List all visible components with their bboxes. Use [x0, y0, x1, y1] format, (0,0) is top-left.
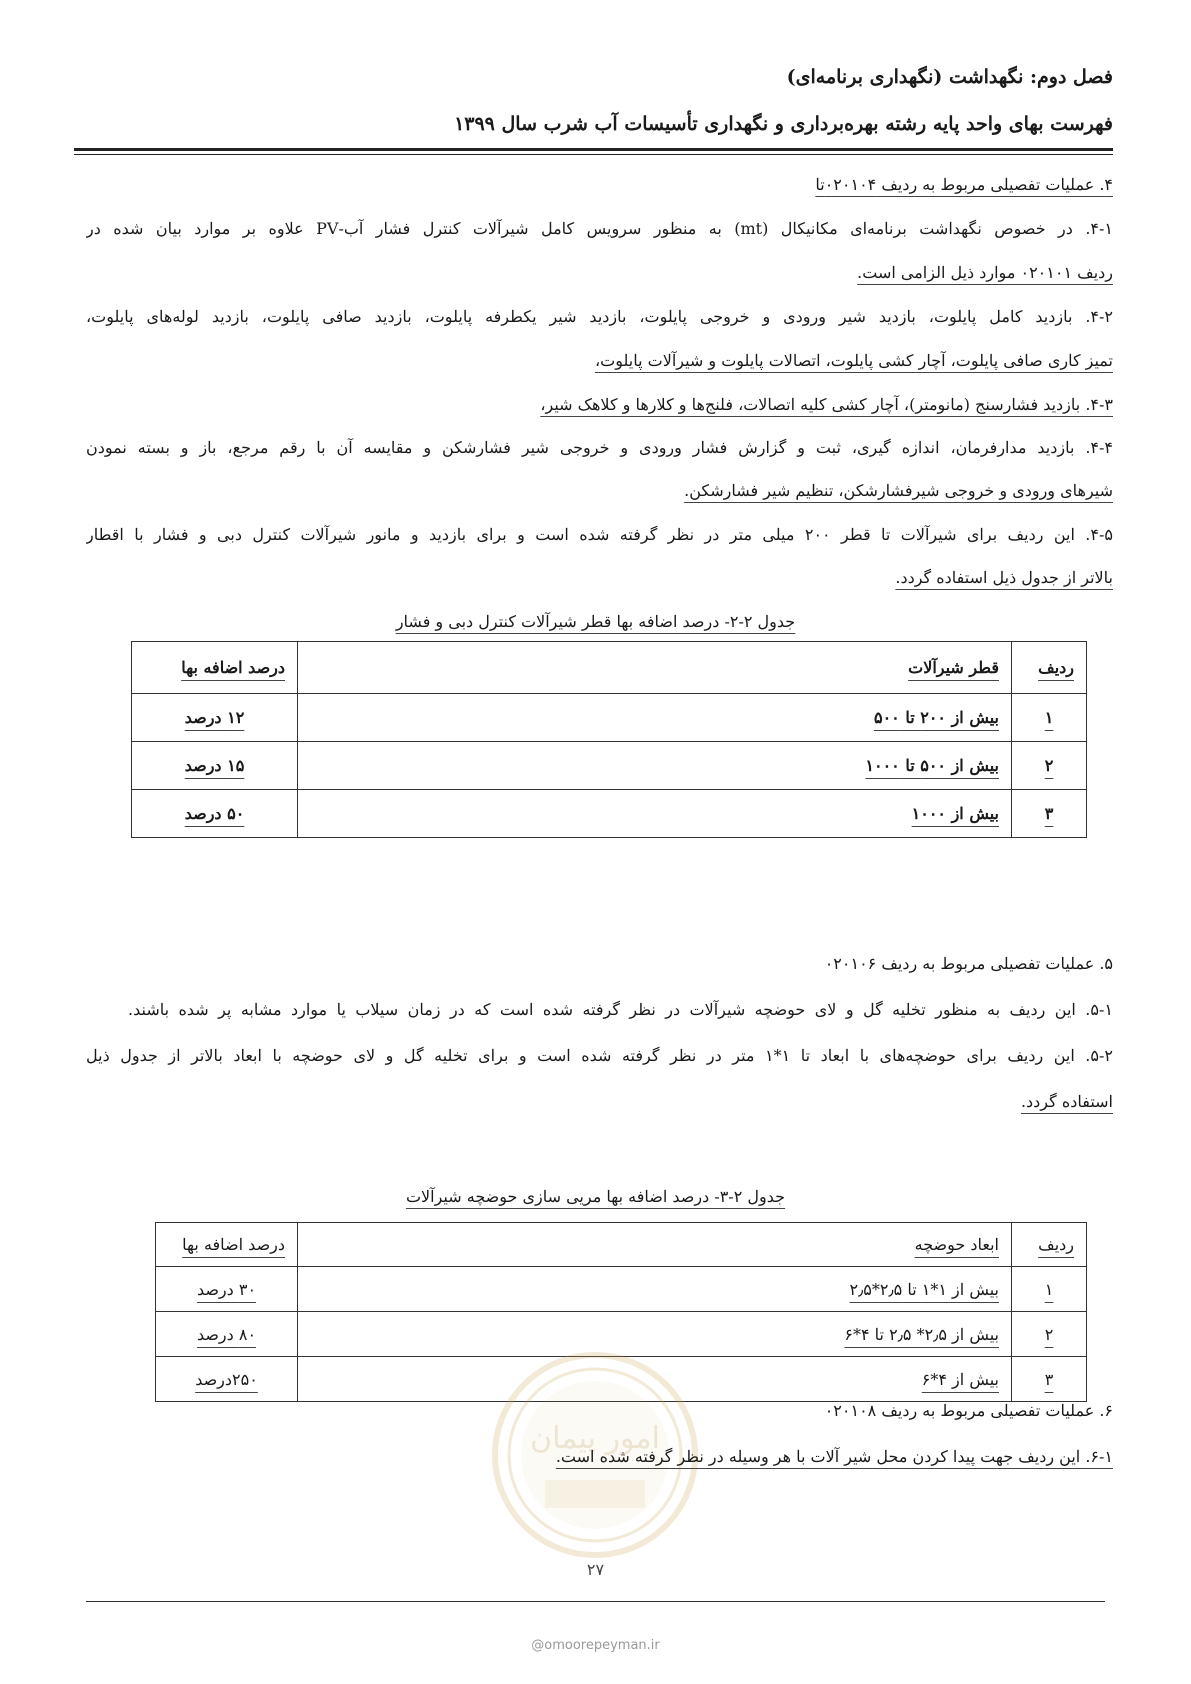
seal-emblem — [545, 1480, 645, 1508]
section4-p5-line1: ۴-۵. این ردیف برای شیرآلات تا قطر ۲۰۰ میلی متر در نظر گرفته شده است و برای بازدید و مانور شیرآلات کنترل دبی و فشار با اقطار — [86, 525, 1113, 544]
section5-heading: ۵. عملیات تفصیلی مربوط به ردیف ۰۲۰۱۰۶ — [824, 954, 1113, 973]
table1-header-percent-text: درصد اضافه بها — [181, 658, 285, 677]
section4-heading: ۴. عملیات تفصیلی مربوط به ردیف ۰۲۰۱۰۴تا — [815, 175, 1113, 194]
footer-rule — [86, 1601, 1105, 1602]
table1-header-row — [132, 642, 1087, 694]
table1-caption — [0, 612, 1191, 631]
table1-cell-percent — [132, 742, 298, 790]
table2-cell-percent — [156, 1357, 298, 1402]
table1-cell-percent — [132, 790, 298, 838]
table1-cell-diameter — [298, 790, 1012, 838]
table2-cell-percent-text: ۲۵۰درصد — [195, 1369, 258, 1389]
header-rule-thick — [74, 148, 1113, 151]
table2-header-row — [156, 1223, 1087, 1267]
website-watermark: @omoorepeyman.ir — [531, 1638, 660, 1653]
section5-p2-line2: استفاده گردد. — [1020, 1092, 1113, 1111]
section4-p2-line2: تمیز کاری صافی پایلوت، آچار کشی پایلوت، اتصالات پایلوت و شیرآلات پایلوت، — [594, 351, 1113, 370]
table2-header-dimensions-text: ابعاد حوضچه — [914, 1235, 999, 1254]
table-row — [132, 742, 1087, 790]
table1-cell-row-no-text: ۳ — [1044, 804, 1054, 823]
table2-caption-text: جدول ۲-۳- درصد اضافه بها مریی سازی حوضچه شیرآلات — [405, 1187, 786, 1206]
table1-cell-row-no — [1012, 742, 1087, 790]
table2-cell-row-no — [1012, 1312, 1087, 1357]
section4-p4-line1: ۴-۴. بازدید مدارفرمان، اندازه گیری، ثبت و گزارش فشار ورودی و خروجی شیر فشارشکن و مقایسه آن با رقم مرجع، باز و بسته نمودن — [86, 438, 1113, 457]
header-rule-thin — [74, 154, 1113, 155]
table1-cell-diameter — [298, 694, 1012, 742]
table2-cell-percent-text: ۸۰ درصد — [196, 1324, 257, 1344]
table2-cell-dimensions — [298, 1267, 1012, 1312]
table2-cell-dimensions-text: بیش از ۲٫۵* ۲٫۵ تا ۴*۶ — [844, 1324, 999, 1344]
table2-header-row-no — [1012, 1223, 1087, 1267]
section4-p1-line2: ردیف ۰۲۰۱۰۱ موارد ذیل الزامی است. — [857, 263, 1113, 282]
table-row — [156, 1267, 1087, 1312]
table2-cell-row-no — [1012, 1357, 1087, 1402]
table1-header-percent — [132, 642, 298, 694]
table-row — [132, 790, 1087, 838]
table1-cell-diameter — [298, 742, 1012, 790]
table1-cell-row-no-text: ۲ — [1044, 756, 1054, 775]
section5-p1: ۵-۱. این ردیف به منظور تخلیه گل و لای حوضچه شیرآلات در نظر گرفته شده است که در زمان سیلاب یا موارد مشابه پر شده باشند. — [128, 1000, 1113, 1019]
table1-cell-diameter-text: بیش از ۲۰۰ تا ۵۰۰ — [873, 708, 999, 727]
table1-cell-row-no — [1012, 790, 1087, 838]
table1-cell-percent-text: ۵۰ درصد — [184, 804, 245, 823]
table1-cell-row-no-text: ۱ — [1044, 708, 1054, 727]
table1-cell-diameter-text: بیش از ۱۰۰۰ — [911, 804, 999, 823]
table1-header-row-no — [1012, 642, 1087, 694]
table1-cell-percent — [132, 694, 298, 742]
table-row — [132, 694, 1087, 742]
table1-header-row-no-text: ردیف — [1038, 658, 1074, 677]
table2-cell-percent-text: ۳۰ درصد — [196, 1279, 257, 1299]
page-number: ۲۷ — [586, 1560, 605, 1579]
section4-p3: ۴-۳. بازدید فشارسنج (مانومتر)، آچار کشی کلیه اتصالات، فلنج‌ها و کلارها و کلاهک شیر، — [540, 395, 1113, 414]
table2-caption — [0, 1187, 1191, 1206]
document-title: فهرست بهای واحد پایه رشته بهره‌برداری و نگهداری تأسیسات آب شرب سال ۱۳۹۹ — [454, 113, 1113, 135]
table1-cell-percent-text: ۱۲ درصد — [184, 708, 245, 727]
table1 — [131, 641, 1087, 838]
section4-p5-line2: بالاتر از جدول ذیل استفاده گردد. — [895, 568, 1113, 587]
section5-p2-line1: ۵-۲. این ردیف برای حوضچه‌های با ابعاد تا ۱*۱ متر در نظر گرفته شده است و برای تخلیه گل و لای حوضچه با ابعاد بالاتر از جدول ذیل — [86, 1046, 1113, 1065]
table1-caption-text: جدول ۲-۲- درصد اضافه بها قطر شیرآلات کنترل دبی و فشار — [395, 612, 796, 631]
table2-header-percent-text: درصد اضافه بها — [182, 1235, 285, 1254]
table2-cell-row-no-text: ۳ — [1044, 1369, 1054, 1389]
table2-header-dimensions — [298, 1223, 1012, 1267]
seal-logo-text: امور پیمان — [530, 1421, 660, 1456]
table2-cell-percent — [156, 1267, 298, 1312]
section4-p1-line1: ۴-۱. در خصوص نگهداشت برنامه‌ای مکانیکال (mt) به منظور سرویس کامل شیرآلات کنترل فشار آب-PV علاوه بر موارد بیان شده در — [86, 219, 1113, 238]
table1-header-diameter-text: قطر شیرآلات — [908, 658, 999, 677]
table2-cell-row-no-text: ۱ — [1044, 1279, 1054, 1299]
chapter-title: فصل دوم: نگهداشت (نگهداری برنامه‌ای) — [786, 66, 1113, 88]
section6-p1: ۶-۱. این ردیف جهت پیدا کردن محل شیر آلات با هر وسیله در نظر گرفته شده است. — [555, 1447, 1113, 1466]
table1-header-diameter — [298, 642, 1012, 694]
table2-header-percent — [156, 1223, 298, 1267]
table2-header-row-no-text: ردیف — [1038, 1235, 1074, 1254]
table1-cell-percent-text: ۱۵ درصد — [184, 756, 245, 775]
section6-heading: ۶. عملیات تفصیلی مربوط به ردیف ۰۲۰۱۰۸ — [824, 1401, 1113, 1420]
table2-cell-dimensions-text: بیش از ۱*۱ تا ۲٫۵*۲٫۵ — [849, 1279, 999, 1299]
table2-cell-row-no — [1012, 1267, 1087, 1312]
section4-p4-line2: شیرهای ورودی و خروجی شیرفشارشکن، تنظیم شیر فشارشکن. — [684, 481, 1113, 500]
table1-cell-row-no — [1012, 694, 1087, 742]
table1-cell-diameter-text: بیش از ۵۰۰ تا ۱۰۰۰ — [865, 756, 999, 775]
table2-cell-dimensions-text: بیش از ۴*۶ — [921, 1369, 999, 1389]
table2-cell-row-no-text: ۲ — [1044, 1324, 1054, 1344]
section4-p2-line1: ۴-۲. بازدید کامل پایلوت، بازدید شیر ورودی و خروجی پایلوت، بازدید شیر یکطرفه پایلوت، بازدید صافی پایلوت، بازدید لوله‌های پایلوت، — [86, 307, 1113, 326]
table2-cell-percent — [156, 1312, 298, 1357]
